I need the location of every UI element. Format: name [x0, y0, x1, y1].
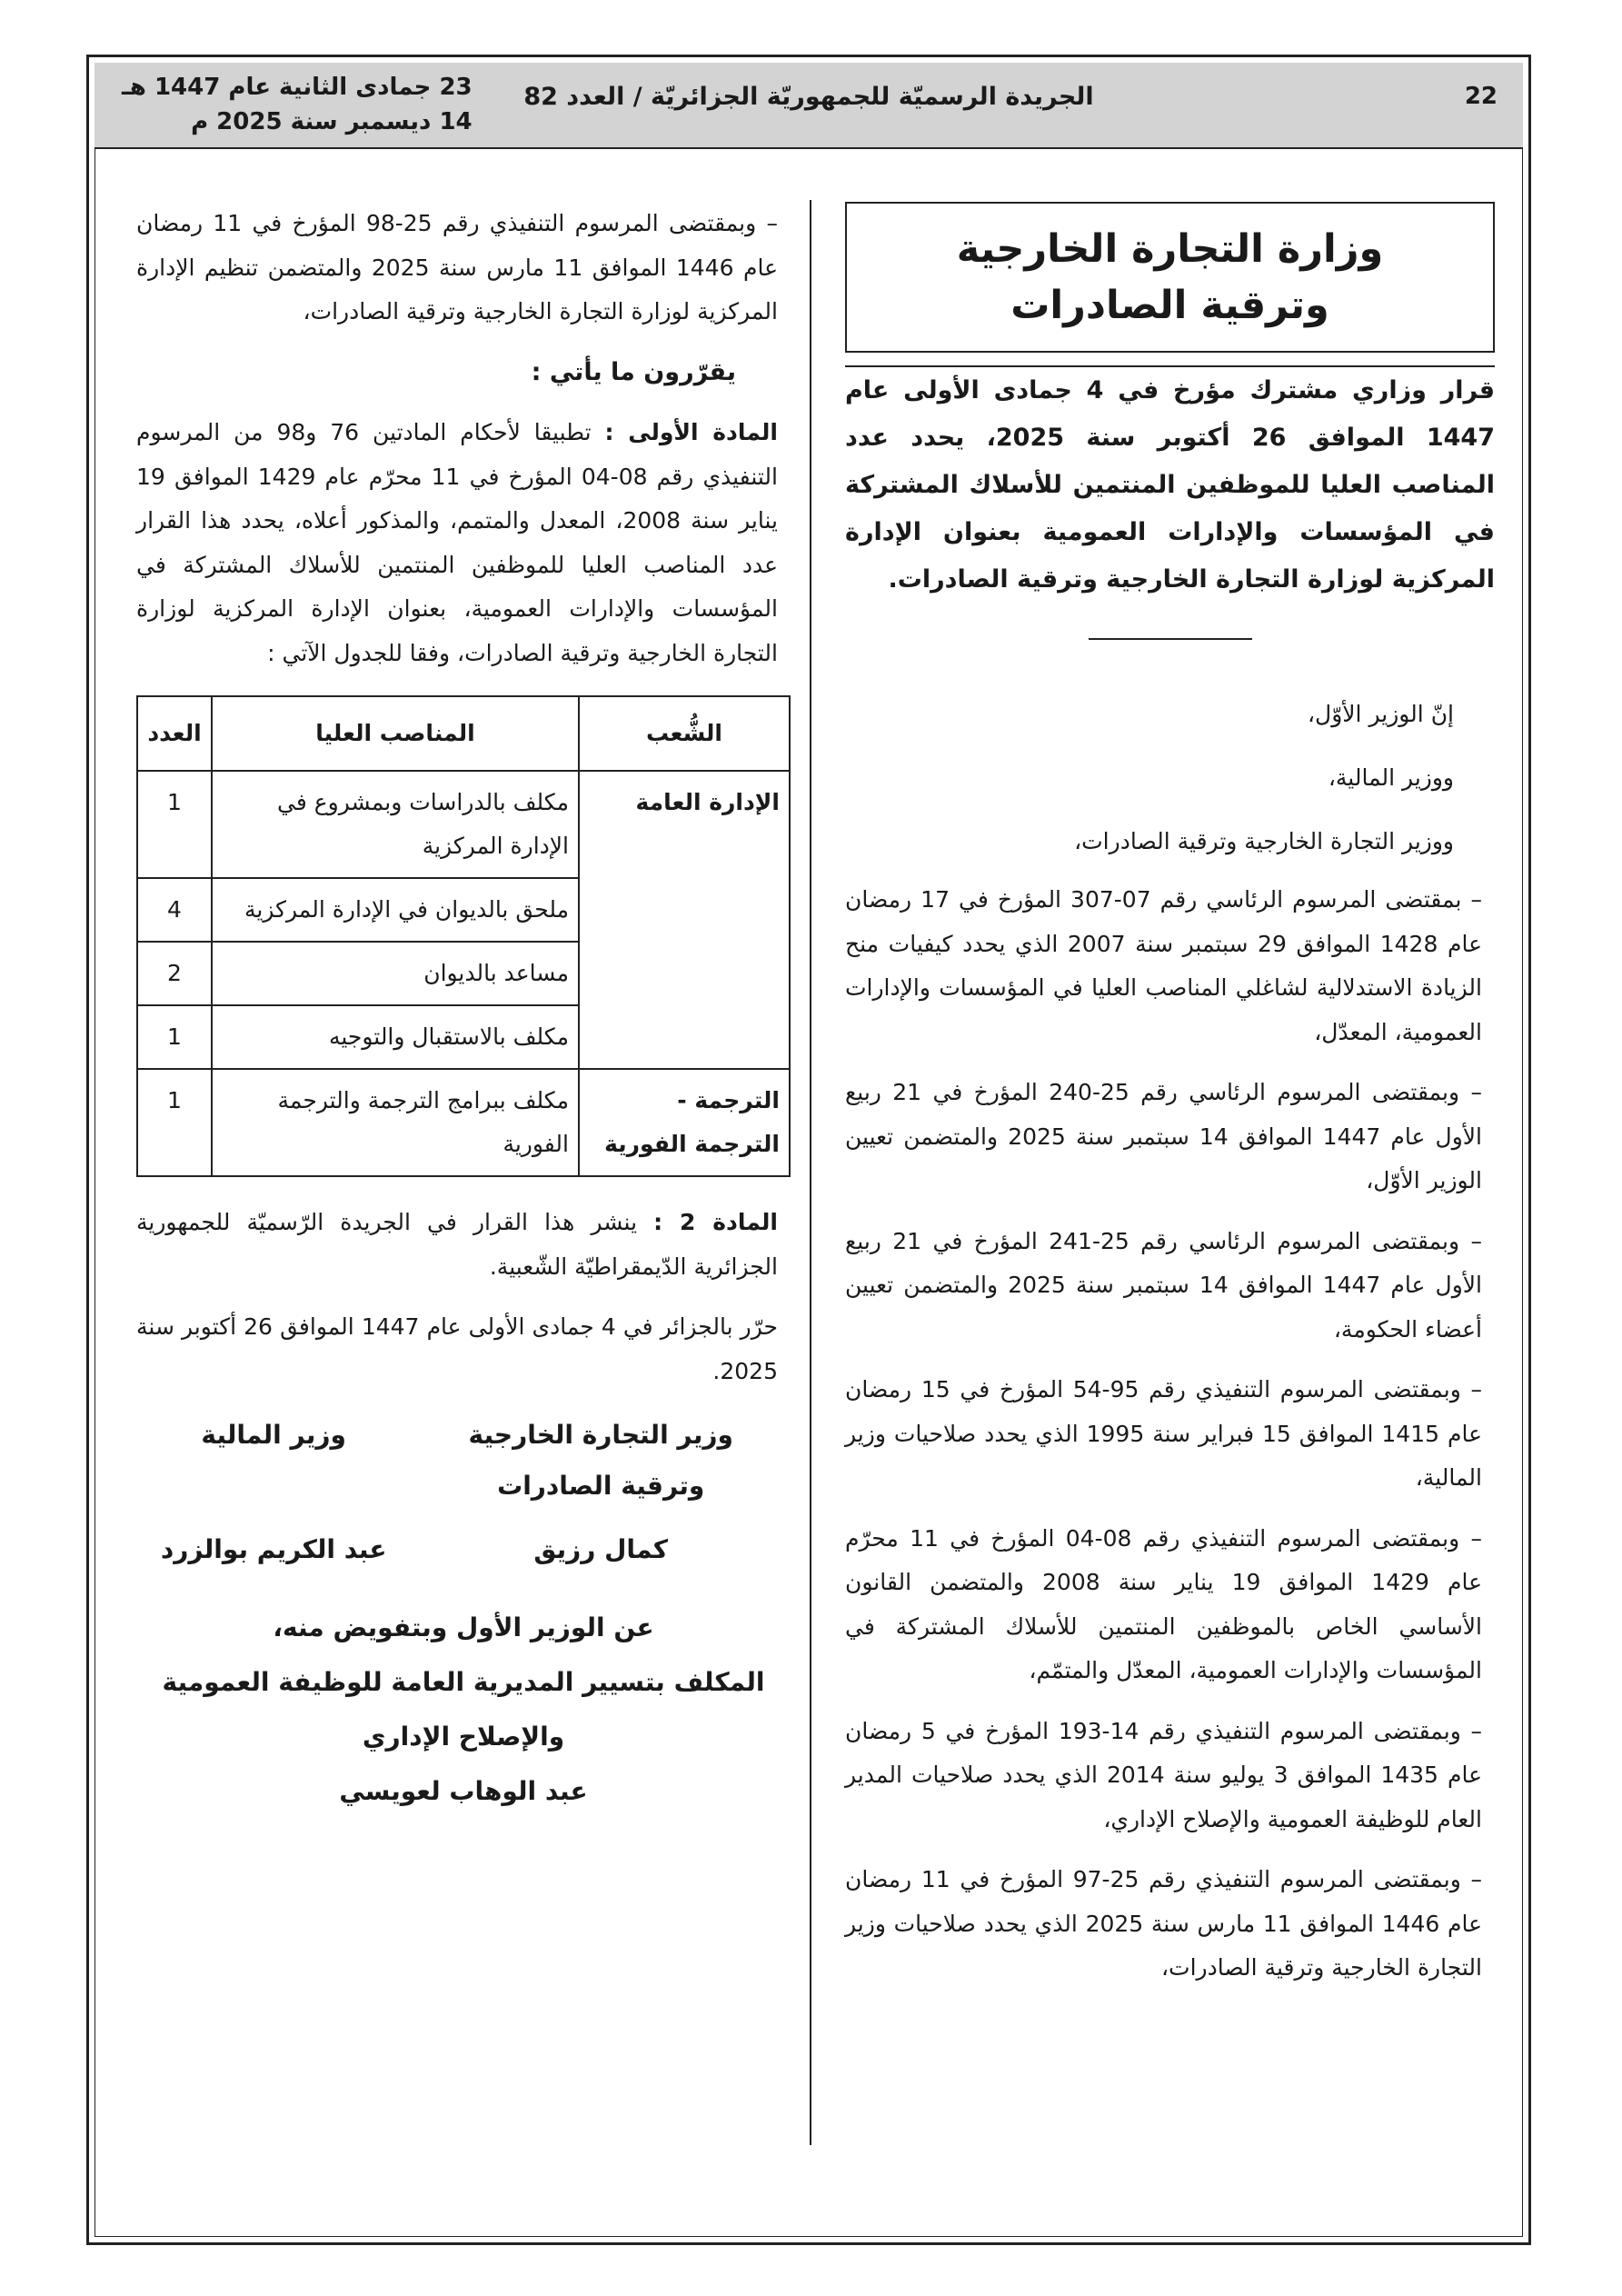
count-cell: 4 — [137, 878, 212, 942]
table-row — [137, 771, 790, 878]
signature-names — [136, 1524, 791, 1575]
finance-minister-title: وزير المالية — [201, 1420, 346, 1450]
page-header — [95, 63, 1523, 149]
header-posts: المناصب العليا — [212, 696, 579, 771]
consideration-paragraph: – وبمقتضى المرسوم الرئاسي رقم 25-240 المؤرخ في 21 ربيع الأول عام 1447 الموافق 14 سبتمبر سنة 2025 والمتضمن تعيين الوزير الأوّل، — [845, 1079, 1483, 1193]
table-row — [137, 1069, 790, 1176]
signature-titles — [136, 1410, 791, 1461]
count-cell: 1 — [137, 771, 212, 878]
count-cell: 2 — [137, 942, 212, 1005]
article-1-text: تطبيقا لأحكام المادتين 76 و98 من المرسوم التنفيذي رقم 08-04 المؤرخ في 11 محرّم عام 1429 الموافق 19 يناير سنة 2008، المعدل والمتمم، والمذكور أعلاه، يحدد هذا القرار عدد المناصب العليا للموظفين المنتمين للأسلاك المشتركة في المؤسسات والإدارات العمومية، بعنوان الإدارة المركزية لوزارة التجارة الخارجية وترقية الصادرات، وفقا للجدول الآتي : — [136, 419, 778, 666]
post-cell: مكلف بالدراسات وبمشروع في الإدارة المركزية — [212, 771, 579, 878]
signature-titles-2 — [136, 1461, 791, 1512]
separator-rule — [1089, 638, 1252, 640]
consideration-paragraph: – وبمقتضى المرسوم التنفيذي رقم 95-54 المؤرخ في 15 رمضان عام 1415 الموافق 15 فبراير سنة 1995 الذي يحدد صلاحيات وزير المالية، — [845, 1376, 1482, 1491]
post-cell: مساعد بالديوان — [212, 942, 579, 1005]
salutation-line: إنّ الوزير الأوّل، — [1307, 701, 1454, 727]
branch-cell: الترجمة - الترجمة الفورية — [579, 1069, 790, 1176]
consideration-paragraph: – بمقتضى المرسوم الرئاسي رقم 07-307 المؤرخ في 17 رمضان عام 1428 الموافق 29 سبتمبر سنة 2007 الذي يحدد كيفيات منح الزيادة الاستدلالية لشاغلي المناصب العليا في المؤسسات والإدارات العمومية، المعدّل، — [845, 886, 1482, 1045]
post-cell: مكلف ببرامج الترجمة والترجمة الفورية — [212, 1069, 579, 1176]
article-2 — [136, 1201, 791, 1289]
right-column — [845, 202, 1495, 2007]
consideration-paragraph: – وبمقتضى المرسوم التنفيذي رقم 25-97 المؤرخ في 11 رمضان عام 1446 الموافق 11 مارس سنة 2025 الذي يحدد صلاحيات وزير التجارة الخارجية وترقية الصادرات، — [845, 1866, 1482, 1981]
article-2-label: المادة 2 : — [653, 1209, 778, 1235]
header-branch: الشُّعب — [579, 696, 790, 771]
pm-delegate-title-2: والإصلاح الإداري — [362, 1722, 565, 1752]
done-at: حرّر بالجزائر في 4 جمادى الأولى عام 1447 الموافق 26 أكتوبر سنة 2025. — [136, 1313, 778, 1384]
pm-delegate-title: المكلف بتسيير المديرية العامة للوظيفة العمومية — [162, 1667, 765, 1697]
left-column — [136, 202, 791, 1819]
consideration-paragraph: – وبمقتضى المرسوم الرئاسي رقم 25-241 المؤرخ في 21 ربيع الأول عام 1447 الموافق 14 سبتمبر سنة 2025 والمتضمن تعيين أعضاء الحكومة، — [845, 1227, 1483, 1343]
trade-minister-title: وزير التجارة الخارجية — [468, 1420, 733, 1450]
consideration-paragraph: – وبمقتضى المرسوم التنفيذي رقم 08-04 المؤرخ في 11 محرّم عام 1429 الموافق 19 يناير سنة 2008 والمتضمن القانون الأساسي الخاص بالموظفين المنتمين للأسلاك المشتركة في المؤسسات والإدارات العمومية، المعدّل والمتمّم، — [845, 1524, 1483, 1683]
trade-minister-title-2: وترقية الصادرات — [497, 1471, 705, 1501]
pm-delegate-name: عبد الوهاب لعويسي — [339, 1776, 588, 1806]
salutation-line: ووزير التجارة الخارجية وترقية الصادرات، — [1074, 828, 1454, 854]
issue-date-hijri: 23 جمادى الثانية عام 1447 هـ — [122, 74, 473, 101]
table-header-row — [137, 696, 790, 771]
article-2-text: ينشر هذا القرار في الجريدة الرّسميّة للجمهورية الجزائرية الدّيمقراطيّة الشّعبية. — [136, 1209, 778, 1280]
issue-date-gregorian: 14 ديسمبر سنة 2025 م — [191, 108, 473, 135]
ministry-title-box — [845, 202, 1495, 353]
decision-title: قرار وزاري مشترك مؤرخ في 4 جمادى الأولى عام 1447 الموافق 26 أكتوبر سنة 2025، يحدد عدد المناصب العليا للموظفين المنتمين للأسلاك المشتركة في المؤسسات والإدارات العمومية بعنوان الإدارة المركزية لوزارة التجارة الخارجية وترقية الصادرات. — [845, 376, 1496, 594]
salutation-line: ووزير المالية، — [1328, 764, 1454, 791]
ministry-name-line2: وترقية الصادرات — [1010, 283, 1329, 328]
trade-minister-name: كمال رزيق — [533, 1534, 668, 1564]
page-number: 22 — [1464, 83, 1498, 110]
article-1 — [136, 411, 791, 675]
ministry-name-line1: وزارة التجارة الخارجية — [956, 226, 1384, 272]
post-cell: ملحق بالديوان في الإدارة المركزية — [212, 878, 579, 942]
branch-cell: الإدارة العامة — [579, 771, 790, 1069]
column-divider — [810, 200, 811, 2145]
pm-delegation-line: عن الوزير الأول وبتفويض منه، — [273, 1612, 654, 1642]
count-cell: 1 — [137, 1069, 212, 1176]
consideration-paragraph: – وبمقتضى المرسوم التنفيذي رقم 14-193 المؤرخ في 5 رمضان عام 1435 الموافق 3 يوليو سنة 2014 الذي يحدد صلاحيات المدير العام للوظيفة العمومية والإصلاح الإداري، — [845, 1717, 1483, 1832]
decide-heading: يقرّرون ما يأتي : — [531, 357, 736, 386]
header-count: العدد — [137, 696, 212, 771]
finance-minister-name: عبد الكريم بوالزرد — [160, 1534, 387, 1564]
consideration-paragraph: – وبمقتضى المرسوم التنفيذي رقم 25-98 المؤرخ في 11 رمضان عام 1446 الموافق 11 مارس سنة 2025 والمتضمن تنظيم الإدارة المركزية لوزارة التجارة الخارجية وترقية الصادرات، — [136, 210, 778, 324]
issue-date — [122, 70, 473, 139]
article-1-label: المادة الأولى : — [604, 419, 778, 445]
posts-table — [136, 695, 791, 1177]
post-cell: مكلف بالاستقبال والتوجيه — [212, 1005, 579, 1069]
gazette-title: الجريدة الرسميّة للجمهوريّة الجزائريّة / العدد 82 — [523, 83, 1094, 111]
count-cell: 1 — [137, 1005, 212, 1069]
